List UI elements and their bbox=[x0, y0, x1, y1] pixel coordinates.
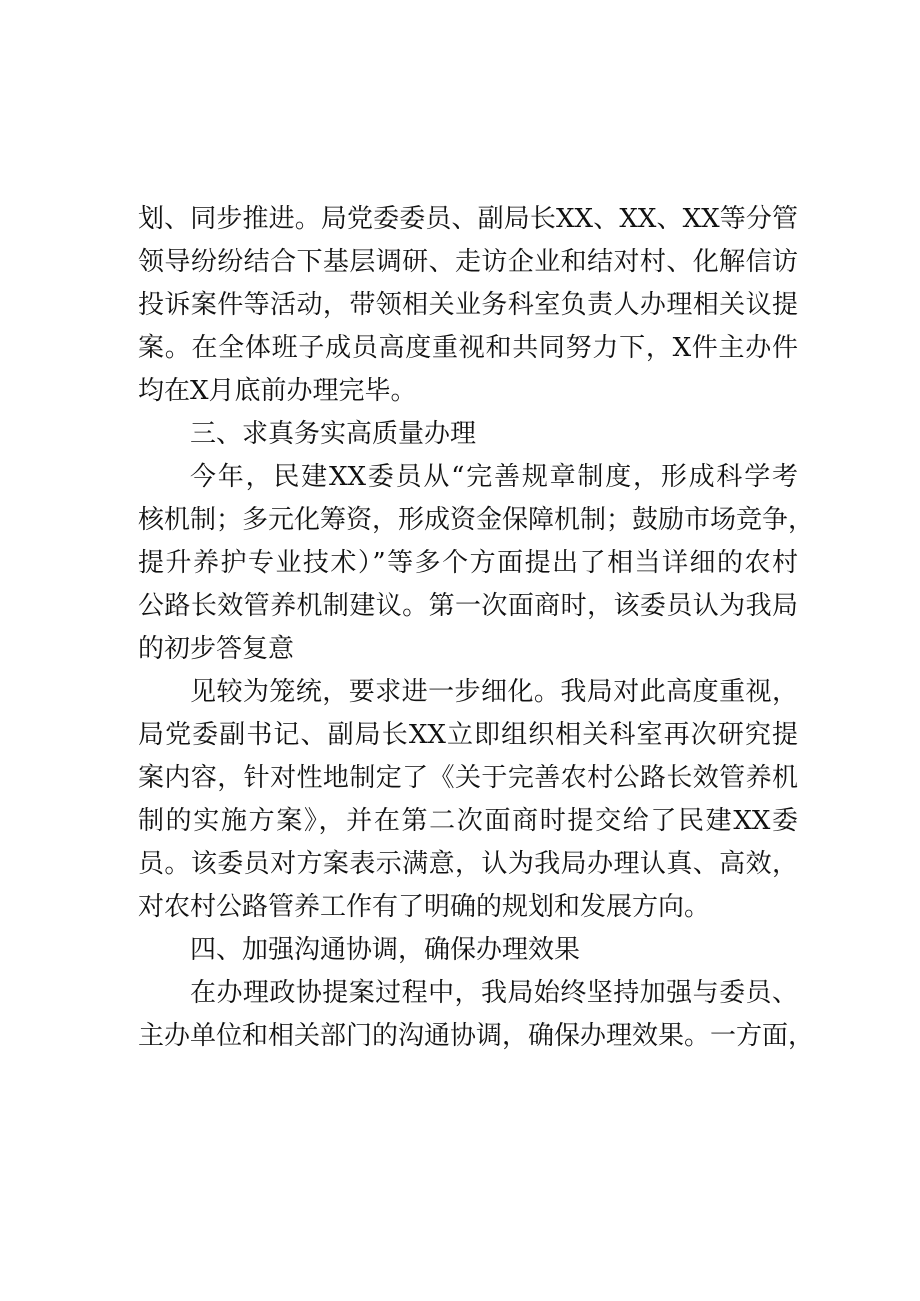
text-line: 在办理政协提案过程中，我局始终坚持加强与委员、 bbox=[190, 978, 798, 1008]
text-line: 今年，民建XX委员从“完善规章制度，形成科学考 bbox=[190, 462, 798, 492]
text-line: 案。在全体班子成员高度重视和共同努力下，X件主办件 bbox=[138, 333, 798, 363]
document-body bbox=[138, 198, 815, 1058]
text-line: 均在X月底前办理完毕。 bbox=[138, 376, 417, 406]
text-line: 核机制；多元化筹资，形成资金保障机制；鼓励市场竞争， bbox=[138, 505, 815, 535]
text-line: 提升养护专业技术）”等多个方面提出了相当详细的农村 bbox=[138, 548, 798, 578]
paragraph-4 bbox=[138, 972, 815, 1058]
section-heading-3: 三、求真务实高质量办理 bbox=[190, 419, 477, 449]
text-line: 的初步答复意 bbox=[138, 634, 295, 664]
text-line: 员。该委员对方案表示满意，认为我局办理认真、高效， bbox=[138, 849, 798, 879]
paragraph-1 bbox=[138, 198, 798, 413]
text-line: 公路长效管养机制建议。第一次面商时，该委员认为我局 bbox=[138, 591, 798, 621]
text-line: 制的实施方案》，并在第二次面商时提交给了民建XX委 bbox=[138, 806, 798, 836]
text-line: 领导纷纷结合下基层调研、走访企业和结对村、化解信访 bbox=[138, 247, 798, 277]
section-heading-4: 四、加强沟通协调，确保办理效果 bbox=[190, 935, 581, 965]
paragraph-2 bbox=[138, 456, 815, 671]
text-line: 对农村公路管养工作有了明确的规划和发展方向。 bbox=[138, 892, 711, 922]
text-line: 主办单位和相关部门的沟通协调，确保办理效果。一方面， bbox=[138, 1021, 815, 1051]
paragraph-3 bbox=[138, 671, 798, 929]
text-line: 局党委副书记、副局长XX立即组织相关科室再次研究提 bbox=[138, 720, 798, 750]
text-line: 案内容，针对性地制定了《关于完善农村公路长效管养机 bbox=[138, 763, 798, 793]
text-line: 投诉案件等活动，带领相关业务科室负责人办理相关议提 bbox=[138, 290, 798, 320]
text-line: 划、同步推进。局党委委员、副局长XX、XX、XX等分管 bbox=[138, 204, 798, 234]
text-line: 见较为笼统，要求进一步细化。我局对此高度重视， bbox=[190, 677, 798, 707]
